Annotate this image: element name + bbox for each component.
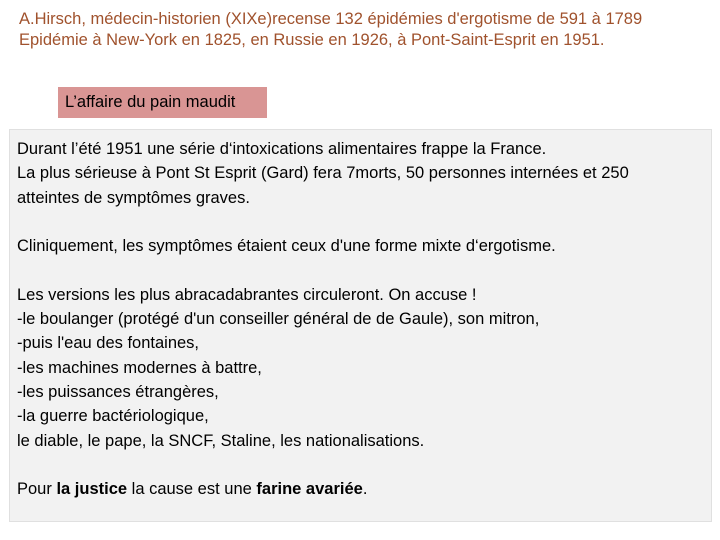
conclusion-cause: farine avariée xyxy=(256,480,363,499)
paragraph-3-line-3: -puis l'eau des fontaines, xyxy=(17,334,200,353)
content-box xyxy=(9,129,712,522)
conclusion-prefix: Pour xyxy=(17,480,57,499)
conclusion-middle: la cause est une xyxy=(127,480,257,499)
conclusion-suffix: . xyxy=(362,480,368,499)
paragraph-3-line-6: -la guerre bactériologique, xyxy=(17,407,209,426)
paragraph-spacer xyxy=(17,258,707,282)
paragraph-3-line-7: le diable, le pape, la SNCF, Staline, les nationalisations. xyxy=(17,431,425,450)
paragraph-1-line-3: atteintes de symptômes graves. xyxy=(17,188,250,207)
paragraph-3-line-1: Les versions les plus abracadabrantes circuleront. On accuse ! xyxy=(17,285,477,304)
paragraph-1-line-1: Durant l’été 1951 une série d‘intoxications alimentaires frappe la France. xyxy=(17,140,547,158)
header-line-1: A.Hirsch, médecin-historien (XIXe)recense 132 épidémies d'ergotisme de 591 à 1789 xyxy=(19,10,643,28)
paragraph-2-line-1: Cliniquement, les symptômes étaient ceux d'une forme mixte d‘ergotisme. xyxy=(17,237,556,256)
paragraph-spacer xyxy=(17,453,707,477)
paragraph-1-line-2: La plus sérieuse à Pont St Esprit (Gard) fera 7morts, 50 personnes internées et 250 xyxy=(17,164,629,183)
paragraph-3-line-5: -les puissances étrangères, xyxy=(17,382,219,401)
header-line-2: Epidémie à New-York en 1825, en Russie en 1926, à Pont-Saint-Esprit en 1951. xyxy=(19,31,605,49)
paragraph-4-line-1 xyxy=(17,477,707,501)
paragraph-spacer xyxy=(17,210,707,234)
paragraph-3-line-2: -le boulanger (protégé d'un conseiller général de de Gaule), son mitron, xyxy=(17,310,540,329)
paragraph-3-line-4: -les machines modernes à battre, xyxy=(17,358,262,377)
slide-header xyxy=(19,9,709,51)
content-text xyxy=(17,137,707,501)
section-title: L’affaire du pain maudit xyxy=(58,87,267,118)
conclusion-justice: la justice xyxy=(56,480,128,499)
